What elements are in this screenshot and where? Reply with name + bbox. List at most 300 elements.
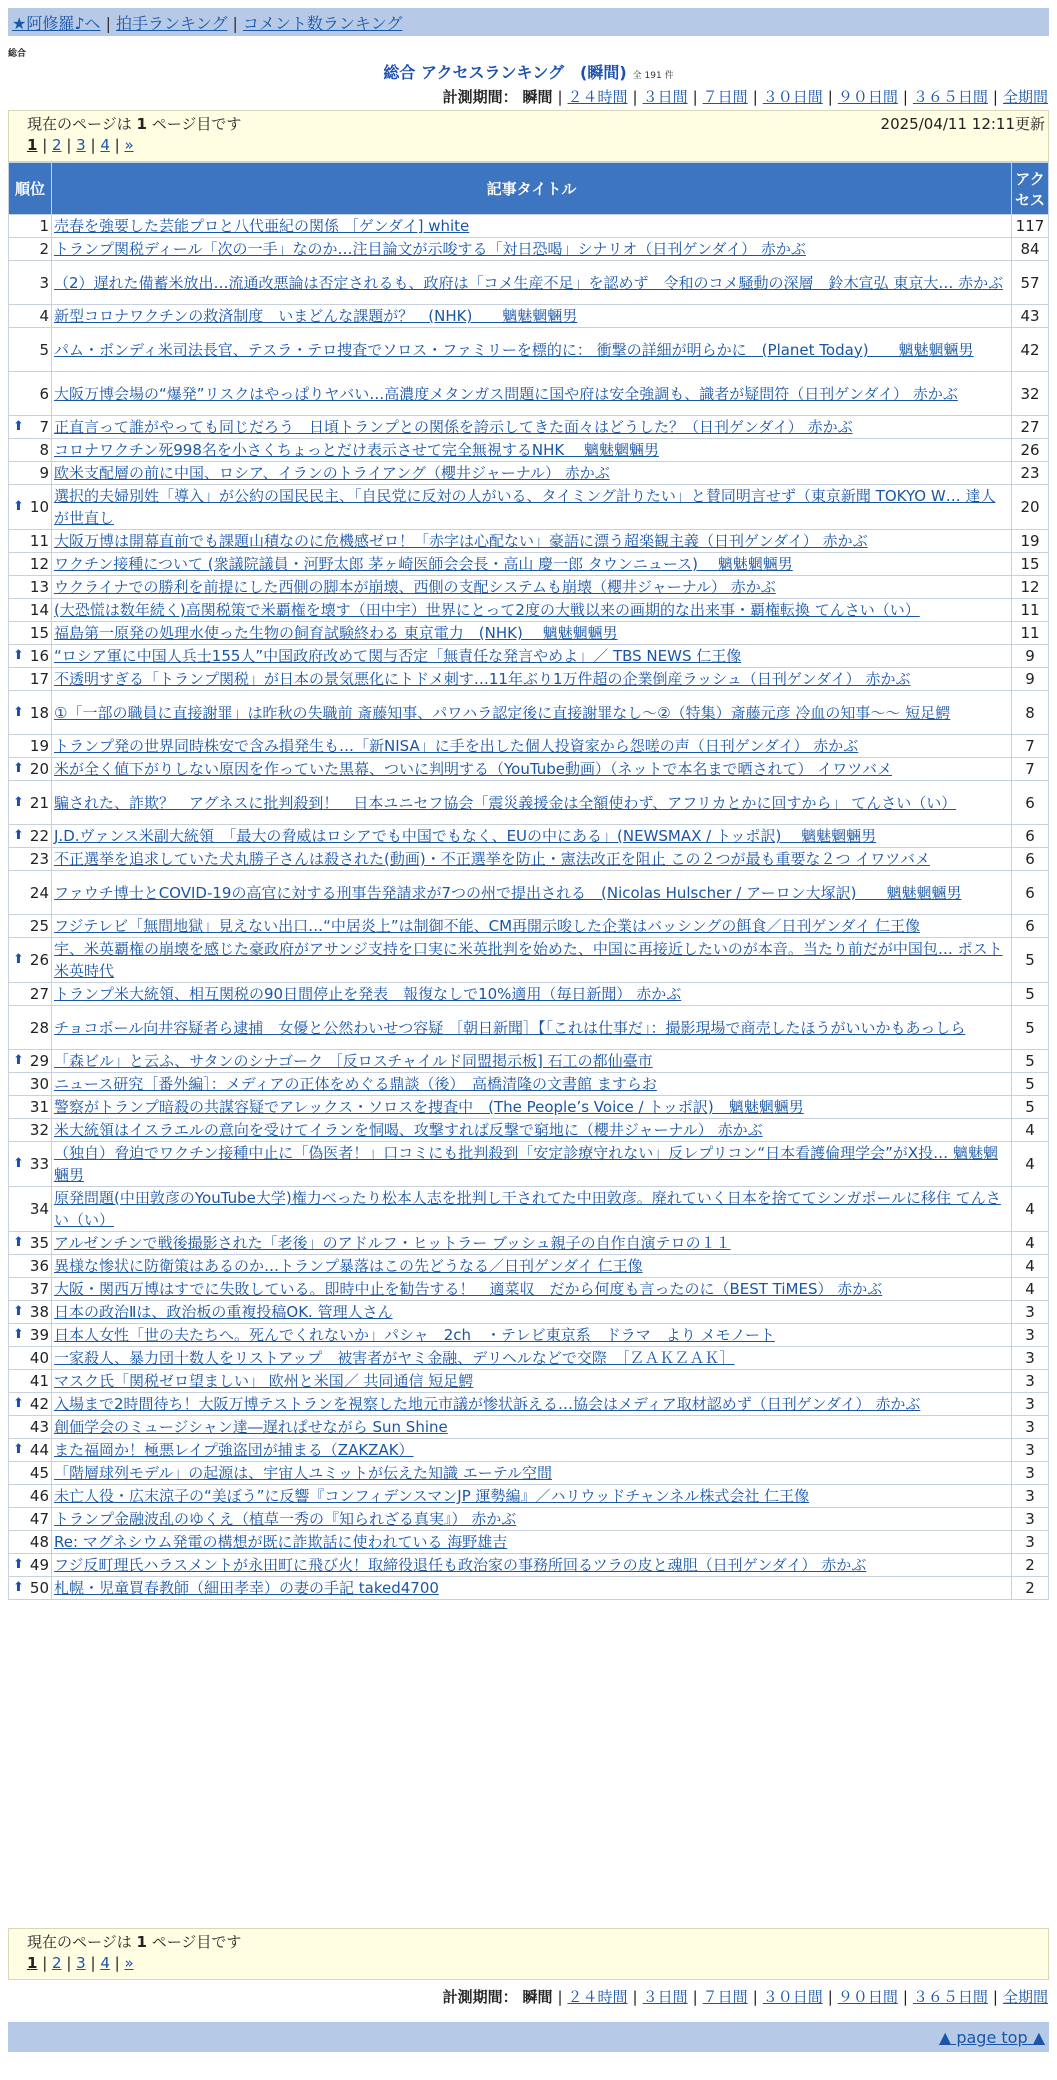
access-count: 3 — [1012, 1416, 1049, 1439]
title-cell — [52, 599, 1012, 622]
period-365d[interactable]: ３６５日間 — [912, 88, 988, 106]
up-arrow-icon: ⬆ — [13, 1580, 24, 1596]
table-row — [9, 735, 1049, 758]
access-count: 6 — [1012, 915, 1049, 938]
rank-cell — [9, 1232, 52, 1255]
rank-cell — [9, 1255, 52, 1278]
article-link[interactable]: 不正選挙を追求していた犬丸勝子さんは殺された(動画)・不正選挙を防止・憲法改正を阻止 この２つが最も重要な２つ イワツバメ — [54, 850, 930, 868]
ranking-rows — [9, 215, 1049, 1600]
period-label: 計測期間： — [442, 1988, 518, 2006]
access-count: 3 — [1012, 1485, 1049, 1508]
rank-cell — [9, 1531, 52, 1554]
page-link-4[interactable]: 4 — [100, 136, 110, 154]
table-row — [9, 261, 1049, 305]
article-link[interactable]: フジ反町理氏ハラスメントが永田町に飛び火！取締役退任も政治家の事務所回るツラの皮と魂胆（日刊ゲンダイ） 赤かぶ — [54, 1556, 867, 1574]
table-row — [9, 1050, 1049, 1073]
title-cell — [52, 1485, 1012, 1508]
article-link[interactable]: トランプ米大統領、相互関税の90日間停止を発表 報復なしで10%適用（毎日新聞） 赤かぶ — [54, 985, 682, 1003]
access-count: 27 — [1012, 416, 1049, 439]
article-link[interactable]: 宇、米英覇権の崩壊を感じた豪政府がアサンジ支持を口実に米英批判を始めた、中国に再接近したいのが本音。当たり前だが中国包… ポスト米英時代 — [54, 940, 1003, 980]
current-page-text: 現在のページは 1 ページ目です — [27, 115, 242, 133]
applause-ranking-link[interactable]: 拍手ランキング — [115, 14, 228, 33]
page-info-top — [8, 110, 1049, 162]
rank-number: 24 — [29, 883, 49, 902]
rank-number: 5 — [39, 340, 49, 359]
article-link[interactable]: コロナワクチン死998名を小さくちょっとだけ表示させて完全無視するNHK 魑魅魍魎男 — [54, 441, 659, 459]
title-cell — [52, 238, 1012, 261]
title-cell — [52, 1554, 1012, 1577]
table-row — [9, 1119, 1049, 1142]
up-arrow-icon: ⬆ — [13, 794, 24, 810]
access-count: 23 — [1012, 462, 1049, 485]
rank-number: 39 — [29, 1326, 49, 1344]
article-link[interactable]: 米が全く値下がりしない原因を作っていた黒幕、ついに判明する（YouTube動画）（ネットで本名まで晒されて） イワツバメ — [54, 760, 892, 778]
rank-cell — [9, 983, 52, 1006]
rank-cell — [9, 1347, 52, 1370]
rank-number: 36 — [29, 1257, 49, 1275]
period-3d[interactable]: ３日間 — [642, 1988, 688, 2006]
rank-cell — [9, 1096, 52, 1119]
title-cell — [52, 848, 1012, 871]
access-count: 5 — [1012, 983, 1049, 1006]
article-link[interactable]: 福島第一原発の処理水使った生物の飼育試験終わる 東京電力 (NHK) 魑魅魍魎男 — [54, 624, 618, 642]
page-link-2[interactable]: 2 — [52, 1954, 62, 1972]
access-count: 42 — [1012, 328, 1049, 372]
access-count: 5 — [1012, 1006, 1049, 1050]
rank-number: 48 — [29, 1533, 49, 1551]
access-count: 43 — [1012, 305, 1049, 328]
article-link[interactable]: 米大統領はイスラエルの意向を受けてイランを恫喝、攻撃すれば反撃で窮地に（櫻井ジャーナル） 赤かぶ — [54, 1121, 763, 1139]
rank-number: 15 — [29, 624, 49, 642]
article-link[interactable]: チョコボール向井容疑者ら逮捕 女優と公然わいせつ容疑 ［朝日新聞］【「これは仕事だ」：撮影現場で商売したほうがいいかもあっしら — [54, 1018, 966, 1037]
access-count: 6 — [1012, 781, 1049, 825]
period-all[interactable]: 全期間 — [1002, 1988, 1048, 2006]
article-link[interactable]: (大恐慌は数年続く)高関税策で米覇権を壊す（田中宇）世界にとって2度の大戦以来の画期的な出来事・覇権転換 てんさい（い） — [54, 601, 920, 619]
access-count: 3 — [1012, 1462, 1049, 1485]
period-90d[interactable]: ９０日間 — [837, 88, 898, 106]
rank-number: 33 — [29, 1155, 49, 1173]
title-cell — [52, 1096, 1012, 1119]
up-arrow-icon: ⬆ — [13, 952, 24, 968]
article-link[interactable]: 売春を強要した芸能プロと八代亜紀の関係 ［ゲンダイ] white — [54, 217, 470, 235]
title-cell — [52, 462, 1012, 485]
col-access: アクセス — [1012, 163, 1049, 215]
title-cell — [52, 1187, 1012, 1232]
rank-cell — [9, 1119, 52, 1142]
period-24h[interactable]: ２４時間 — [567, 88, 628, 106]
access-count: 3 — [1012, 1439, 1049, 1462]
access-count: 117 — [1012, 215, 1049, 238]
period-7d[interactable]: ７日間 — [702, 88, 748, 106]
table-row — [9, 372, 1049, 416]
title-cell — [52, 372, 1012, 416]
article-link[interactable]: 大阪万博会場の“爆発”リスクはやっぱりヤバい…高濃度メタンガス問題に国や府は安全強調も、識者が疑問符（日刊ゲンダイ） 赤かぶ — [54, 384, 958, 403]
access-count: 6 — [1012, 871, 1049, 915]
period-30d[interactable]: ３０日間 — [762, 1988, 823, 2006]
rank-cell — [9, 372, 52, 416]
article-link[interactable]: ウクライナでの勝利を前提にした西側の脚本が崩壊、西側の支配システムも崩壊（櫻井ジャーナル） 赤かぶ — [54, 578, 776, 596]
table-row — [9, 1347, 1049, 1370]
period-90d[interactable]: ９０日間 — [837, 1988, 898, 2006]
rank-number: 4 — [39, 307, 49, 325]
rank-cell — [9, 915, 52, 938]
title-cell — [52, 1531, 1012, 1554]
period-7d[interactable]: ７日間 — [702, 1988, 748, 2006]
title-cell — [52, 1347, 1012, 1370]
rank-number: 29 — [29, 1052, 49, 1070]
top-nav-links: ★阿修羅♪ヘ | 拍手ランキング | コメント数ランキング — [12, 14, 403, 33]
table-row — [9, 691, 1049, 735]
access-count: 19 — [1012, 530, 1049, 553]
table-row — [9, 1187, 1049, 1232]
rank-cell — [9, 645, 52, 668]
article-link[interactable]: 日本人女性「世の夫たちへ。死んでくれないか」パシャ 2ch ・テレビ東京系 ドラマ より メモノート — [54, 1326, 775, 1344]
site-home-link[interactable]: ★阿修羅♪ヘ — [12, 14, 101, 33]
table-row — [9, 439, 1049, 462]
article-link[interactable]: 選択的夫婦別姓「導入」が公約の国民民主、「自民党に反対の人がいる、タイミング計りたい」と賛同明言せず（東京新聞 TOKYO W… 達人が世直し — [54, 487, 996, 527]
access-count: 4 — [1012, 1255, 1049, 1278]
article-link[interactable]: 警察がトランプ暗殺の共謀容疑でアレックス・ソロスを捜査中 (The People’s Voice / トッポ訳) 魑魅魍魎男 — [54, 1098, 804, 1116]
up-arrow-icon: ⬆ — [13, 499, 24, 515]
updated-timestamp: 2025/04/11 12:11更新 — [880, 115, 1045, 133]
rank-cell — [9, 848, 52, 871]
table-row — [9, 1073, 1049, 1096]
article-link[interactable]: 入場まで2時間待ち！大阪万博テストランを視察した地元市議が惨状訴える…協会はメディア取材認めず（日刊ゲンダイ） 赤かぶ — [54, 1395, 921, 1413]
access-count: 4 — [1012, 1278, 1049, 1301]
title-cell — [52, 1119, 1012, 1142]
rank-number: 14 — [29, 601, 49, 619]
table-row — [9, 1416, 1049, 1439]
access-count: 20 — [1012, 485, 1049, 530]
rank-cell — [9, 668, 52, 691]
table-row — [9, 758, 1049, 781]
up-arrow-icon: ⬆ — [13, 1396, 24, 1412]
article-link[interactable]: （独自）脅迫でワクチン接種中止に「偽医者！」口コミにも批判殺到「安定診療守れない」反レプリコン“日本看護倫理学会”がX投… 魑魅魍魎男 — [54, 1144, 998, 1184]
rank-number: 18 — [29, 703, 49, 722]
article-link[interactable]: ニュース研究［番外編］：メディアの正体をめぐる鼎談（後） 高橋清隆の文書館 ますらお — [54, 1075, 657, 1093]
rank-number: 12 — [29, 555, 49, 573]
rank-cell — [9, 215, 52, 238]
top-nav-bar — [8, 8, 1049, 36]
table-row — [9, 1301, 1049, 1324]
article-link[interactable]: 異様な惨状に防衛策はあるのか…トランプ暴落はこの先どうなる／日刊ゲンダイ 仁王像 — [54, 1257, 643, 1275]
title-cell — [52, 1370, 1012, 1393]
table-row — [9, 871, 1049, 915]
access-count: 9 — [1012, 645, 1049, 668]
title-cell — [52, 622, 1012, 645]
rank-number: 42 — [29, 1395, 49, 1413]
period-selector-top: 計測期間： 瞬間 | ２４時間 | ３日間 | ７日間 | ３０日間 | ９０日間 | ３６５日間 | 全期間 — [442, 88, 1048, 106]
rank-number: 20 — [29, 760, 49, 778]
article-link[interactable]: アルゼンチンで戦後撮影された「老後」のアドルフ・ヒットラー ブッシュ親子の自作自演テロの１１ — [54, 1234, 731, 1252]
title-cell — [52, 668, 1012, 691]
title-cell — [52, 1324, 1012, 1347]
access-count: 3 — [1012, 1324, 1049, 1347]
rank-number: 23 — [29, 850, 49, 868]
up-arrow-icon: ⬆ — [13, 1442, 24, 1458]
article-link[interactable]: ①「一部の職員に直接謝罪」は昨秋の失職前 斎藤知事、パワハラ認定後に直接謝罪なし～②（特集）斎藤元彦 冷血の知事～～ 短足鰐 — [54, 703, 951, 722]
page-info-bottom — [8, 1928, 1049, 1980]
title-cell — [52, 215, 1012, 238]
rank-cell — [9, 1485, 52, 1508]
rank-number: 11 — [29, 532, 49, 550]
up-arrow-icon: ⬆ — [13, 1327, 24, 1343]
title-cell — [52, 758, 1012, 781]
rank-number: 22 — [29, 827, 49, 845]
article-link[interactable]: （2）遅れた備蓄米放出…流通改悪論は否定されるも、政府は「コメ生産不足」を認めず 令和のコメ騒動の深層 鈴木宣弘 東京大… 赤かぶ — [54, 273, 1004, 292]
access-count: 5 — [1012, 1073, 1049, 1096]
table-row — [9, 416, 1049, 439]
article-link[interactable]: トランプ金融波乱のゆくえ（植草一秀の『知られざる真実』） 赤かぶ — [54, 1510, 517, 1528]
rank-number: 27 — [29, 985, 49, 1003]
title-cell — [52, 645, 1012, 668]
access-count: 3 — [1012, 1301, 1049, 1324]
title-cell — [52, 691, 1012, 735]
article-link[interactable]: ファウチ博士とCOVID-19の高官に対する刑事告発請求が7つの州で提出される (Nicolas Hulscher / アーロン大塚訳) 魑魅魍魎男 — [54, 883, 962, 902]
rank-number: 21 — [29, 793, 49, 812]
table-row — [9, 668, 1049, 691]
page-link-3[interactable]: 3 — [76, 136, 86, 154]
title-cell — [52, 1439, 1012, 1462]
article-link[interactable]: フジテレビ「無間地獄」見えない出口…“中居炎上”は制御不能、CM再開示唆した企業はバッシングの餌食／日刊ゲンダイ 仁王像 — [54, 917, 920, 935]
rank-number: 13 — [29, 578, 49, 596]
rank-cell — [9, 1554, 52, 1577]
table-row — [9, 1462, 1049, 1485]
article-link[interactable]: 一家殺人、暴力団十数人をリストアップ 被害者がヤミ金融、デリヘルなどで交際 ［ＺＡＫＺＡＫ］ — [54, 1349, 735, 1367]
rank-cell — [9, 439, 52, 462]
article-link[interactable]: また福岡か！極悪レイプ強盗団が捕まる（ZAKZAK） — [54, 1441, 414, 1459]
table-row — [9, 1006, 1049, 1050]
rank-number: 40 — [29, 1349, 49, 1367]
table-row — [9, 553, 1049, 576]
comment-ranking-link[interactable]: コメント数ランキング — [242, 14, 403, 33]
table-row — [9, 1439, 1049, 1462]
table-row — [9, 915, 1049, 938]
rank-number: 47 — [29, 1510, 49, 1528]
access-count: 3 — [1012, 1531, 1049, 1554]
access-count: 4 — [1012, 1119, 1049, 1142]
rank-number: 1 — [39, 217, 49, 235]
rank-cell — [9, 735, 52, 758]
up-arrow-icon: ⬆ — [13, 1557, 24, 1573]
table-row — [9, 1255, 1049, 1278]
article-link[interactable]: パム・ボンディ米司法長官、テスラ・テロ捜査でソロス・ファミリーを標的に： 衝撃の詳細が明らかに (Planet Today) 魑魅魍魎男 — [54, 340, 974, 359]
table-row — [9, 1554, 1049, 1577]
rank-number: 46 — [29, 1487, 49, 1505]
title-cell — [52, 553, 1012, 576]
access-count: 84 — [1012, 238, 1049, 261]
rank-cell — [9, 1439, 52, 1462]
article-link[interactable]: 新型コロナワクチンの救済制度 いまどんな課題が？ (NHK) 魑魅魍魎男 — [54, 307, 578, 325]
access-count: 2 — [1012, 1554, 1049, 1577]
page-top-link[interactable]: ▲ page top ▲ — [938, 2028, 1045, 2047]
rank-number: 10 — [29, 498, 49, 516]
rank-cell — [9, 871, 52, 915]
rank-number: 44 — [29, 1441, 49, 1459]
access-count: 4 — [1012, 1232, 1049, 1255]
article-link[interactable]: J.D.ヴァンス米副大統領 「最大の脅威はロシアでも中国でもなく、EUの中にある」(NEWSMAX / トッポ訳) 魑魅魍魎男 — [54, 827, 877, 845]
table-row — [9, 576, 1049, 599]
title-cell — [52, 1050, 1012, 1073]
title-cell — [52, 261, 1012, 305]
article-link[interactable]: Re: マグネシウム発電の構想が既に詐欺話に使われている 海野雄吉 — [54, 1533, 508, 1551]
table-row — [9, 1577, 1049, 1600]
table-row — [9, 1142, 1049, 1187]
access-count: 5 — [1012, 938, 1049, 983]
access-count: 12 — [1012, 576, 1049, 599]
access-count: 2 — [1012, 1577, 1049, 1600]
pagination-bottom: 1 | 2 | 3 | 4 | » — [27, 1954, 134, 1972]
rank-number: 16 — [29, 647, 49, 665]
page-current: 1 — [27, 1954, 38, 1972]
rank-number: 45 — [29, 1464, 49, 1482]
ranking-title: 総合 アクセスランキング (瞬間) — [383, 63, 627, 82]
article-link[interactable]: 「階層球列モデル」の起源は、宇宙人ユミットが伝えた知識 エーテル空間 — [54, 1464, 552, 1482]
title-cell — [52, 1416, 1012, 1439]
article-link[interactable]: “ロシア軍に中国人兵士155人”中国政府改めて関与否定「無責任な発言やめよ」／ TBS NEWS 仁王像 — [54, 647, 742, 665]
table-row — [9, 238, 1049, 261]
article-link[interactable]: 原発問題(中田敦彦のYouTube大学)権力べったり松本人志を批判し干されてた中田敦彦。廃れていく日本を捨ててシンガポールに移住 てんさい（い） — [54, 1189, 1001, 1229]
rank-number: 7 — [39, 418, 49, 436]
access-count: 11 — [1012, 599, 1049, 622]
table-row — [9, 1278, 1049, 1301]
rank-cell — [9, 1073, 52, 1096]
access-count: 8 — [1012, 691, 1049, 735]
title-cell — [52, 1393, 1012, 1416]
rank-number: 3 — [39, 273, 49, 292]
rank-number: 50 — [29, 1579, 49, 1597]
article-link[interactable]: トランプ関税ディール「次の一手」なのか…注目論文が示唆する「対日恐喝」シナリオ（日刊ゲンダイ） 赤かぶ — [54, 240, 806, 258]
table-row — [9, 462, 1049, 485]
access-count: 4 — [1012, 1142, 1049, 1187]
page-next[interactable]: » — [124, 136, 134, 154]
access-count: 3 — [1012, 1370, 1049, 1393]
up-arrow-icon: ⬆ — [13, 761, 24, 777]
up-arrow-icon: ⬆ — [13, 1053, 24, 1069]
up-arrow-icon: ⬆ — [13, 1235, 24, 1251]
page-link-3[interactable]: 3 — [76, 1954, 86, 1972]
title-cell — [52, 328, 1012, 372]
title-cell — [52, 735, 1012, 758]
title-cell — [52, 416, 1012, 439]
article-link[interactable]: マスク氏「関税ゼロ望ましい」 欧州と米国／ 共同通信 短足鰐 — [54, 1372, 474, 1390]
period-24h[interactable]: ２４時間 — [567, 1988, 628, 2006]
title-cell — [52, 439, 1012, 462]
rank-cell — [9, 261, 52, 305]
access-count: 26 — [1012, 439, 1049, 462]
title-cell — [52, 1301, 1012, 1324]
rank-cell — [9, 1577, 52, 1600]
access-count: 6 — [1012, 825, 1049, 848]
access-count: 57 — [1012, 261, 1049, 305]
article-link[interactable]: 未亡人役・広末涼子の“美ぼう”に反響『コンフィデンスマンJP 運勢編』／ハリウッドチャンネル株式会社 仁王像 — [54, 1487, 810, 1505]
category-label: 総合 — [8, 49, 27, 59]
rank-cell — [9, 1278, 52, 1301]
pagination-top: 1 | 2 | 3 | 4 | » — [27, 136, 134, 154]
table-row — [9, 1531, 1049, 1554]
rank-number: 37 — [29, 1280, 49, 1298]
article-link[interactable]: 欧米支配層の前に中国、ロシア、イランのトライアング（櫻井ジャーナル） 赤かぶ — [54, 464, 610, 482]
article-link[interactable]: ワクチン接種について (衆議院議員・河野太郎 茅ヶ崎医師会会長・高山 慶一郎 タウンニュース) 魑魅魍魎男 — [54, 555, 793, 573]
rank-cell — [9, 599, 52, 622]
article-link[interactable]: 札幌・児童買春教師（細田孝幸）の妻の手記 taked4700 — [54, 1579, 439, 1597]
article-link[interactable]: 日本の政治Ⅱは、政治板の重複投稿OK. 管理人さん — [54, 1303, 393, 1321]
page-next[interactable]: » — [124, 1954, 134, 1972]
rank-cell — [9, 1324, 52, 1347]
rank-number: 38 — [29, 1303, 49, 1321]
table-row — [9, 825, 1049, 848]
table-row — [9, 215, 1049, 238]
table-row — [9, 622, 1049, 645]
rank-number: 28 — [29, 1018, 49, 1037]
period-all[interactable]: 全期間 — [1002, 88, 1048, 106]
table-row — [9, 1393, 1049, 1416]
up-arrow-icon: ⬆ — [13, 828, 24, 844]
footer-bar — [8, 2022, 1049, 2052]
title-cell — [52, 1577, 1012, 1600]
col-title: 記事タイトル — [52, 163, 1012, 215]
access-count: 6 — [1012, 848, 1049, 871]
rank-number: 8 — [39, 441, 49, 459]
title-cell — [52, 1255, 1012, 1278]
period-selector-bottom: 計測期間： 瞬間 | ２４時間 | ３日間 | ７日間 | ３０日間 | ９０日間 | ３６５日間 | 全期間 — [442, 1988, 1048, 2006]
rank-cell — [9, 781, 52, 825]
page-link-2[interactable]: 2 — [52, 136, 62, 154]
table-row — [9, 938, 1049, 983]
article-link[interactable]: 騙された、詐欺？ アグネスに批判殺到！ 日本ユニセフ協会「震災義援金は全額使わず、アフリカとかに回すから」 てんさい（い） — [54, 793, 957, 812]
access-count: 15 — [1012, 553, 1049, 576]
article-link[interactable]: 創価学会のミュージシャン達―遅れぱせながら Sun Shine — [54, 1418, 448, 1436]
article-link[interactable]: 「森ビル」と云ふ、サタンのシナゴーク ［反ロスチャイルド同盟掲示板] 石工の都仙臺市 — [54, 1052, 653, 1070]
title-cell — [52, 305, 1012, 328]
rank-cell — [9, 1462, 52, 1485]
up-arrow-icon: ⬆ — [13, 704, 24, 720]
title-cell — [52, 915, 1012, 938]
rank-cell — [9, 1393, 52, 1416]
access-count: 5 — [1012, 1096, 1049, 1119]
period-30d[interactable]: ３０日間 — [762, 88, 823, 106]
rank-cell — [9, 1508, 52, 1531]
article-link[interactable]: 大阪・関西万博はすでに失敗している。即時中止を勧告する！ 適菜収 だから何度も言ったのに（BEST TiMES） 赤かぶ — [54, 1280, 883, 1298]
article-link[interactable]: トランプ発の世界同時株安で含み損発生も…「新NISA」に手を出した個人投資家から怨嗟の声（日刊ゲンダイ） 赤かぶ — [54, 737, 859, 755]
period-365d[interactable]: ３６５日間 — [912, 1988, 988, 2006]
rank-cell — [9, 238, 52, 261]
table-row — [9, 530, 1049, 553]
article-link[interactable]: 大阪万博は開幕直前でも課題山積なのに危機感ゼロ！「赤字は心配ない」豪語に漂う超楽観主義（日刊ゲンダイ） 赤かぶ — [54, 532, 868, 550]
table-row — [9, 1324, 1049, 1347]
access-count: 11 — [1012, 622, 1049, 645]
rank-number: 34 — [29, 1200, 49, 1218]
page-link-4[interactable]: 4 — [100, 1954, 110, 1972]
access-count: 7 — [1012, 735, 1049, 758]
access-count: 3 — [1012, 1393, 1049, 1416]
rank-cell — [9, 825, 52, 848]
rank-number: 17 — [29, 670, 49, 688]
access-count: 5 — [1012, 1050, 1049, 1073]
access-count: 4 — [1012, 1187, 1049, 1232]
access-count: 32 — [1012, 372, 1049, 416]
article-link[interactable]: 不透明すぎる「トランプ関税」が日本の景気悪化にトドメ刺す…11年ぶり1万件超の企業倒産ラッシュ（日刊ゲンダイ） 赤かぶ — [54, 670, 911, 688]
article-link[interactable]: 正直言って誰がやっても同じだろう 日頃トランプとの関係を誇示してきた面々はどうした？（日刊ゲンダイ） 赤かぶ — [54, 418, 853, 436]
rank-number: 2 — [39, 240, 49, 258]
rank-cell — [9, 462, 52, 485]
col-rank: 順位 — [9, 163, 52, 215]
table-row — [9, 1232, 1049, 1255]
title-cell — [52, 825, 1012, 848]
rank-number: 25 — [29, 917, 49, 935]
period-3d[interactable]: ３日間 — [642, 88, 688, 106]
rank-number: 30 — [29, 1075, 49, 1093]
